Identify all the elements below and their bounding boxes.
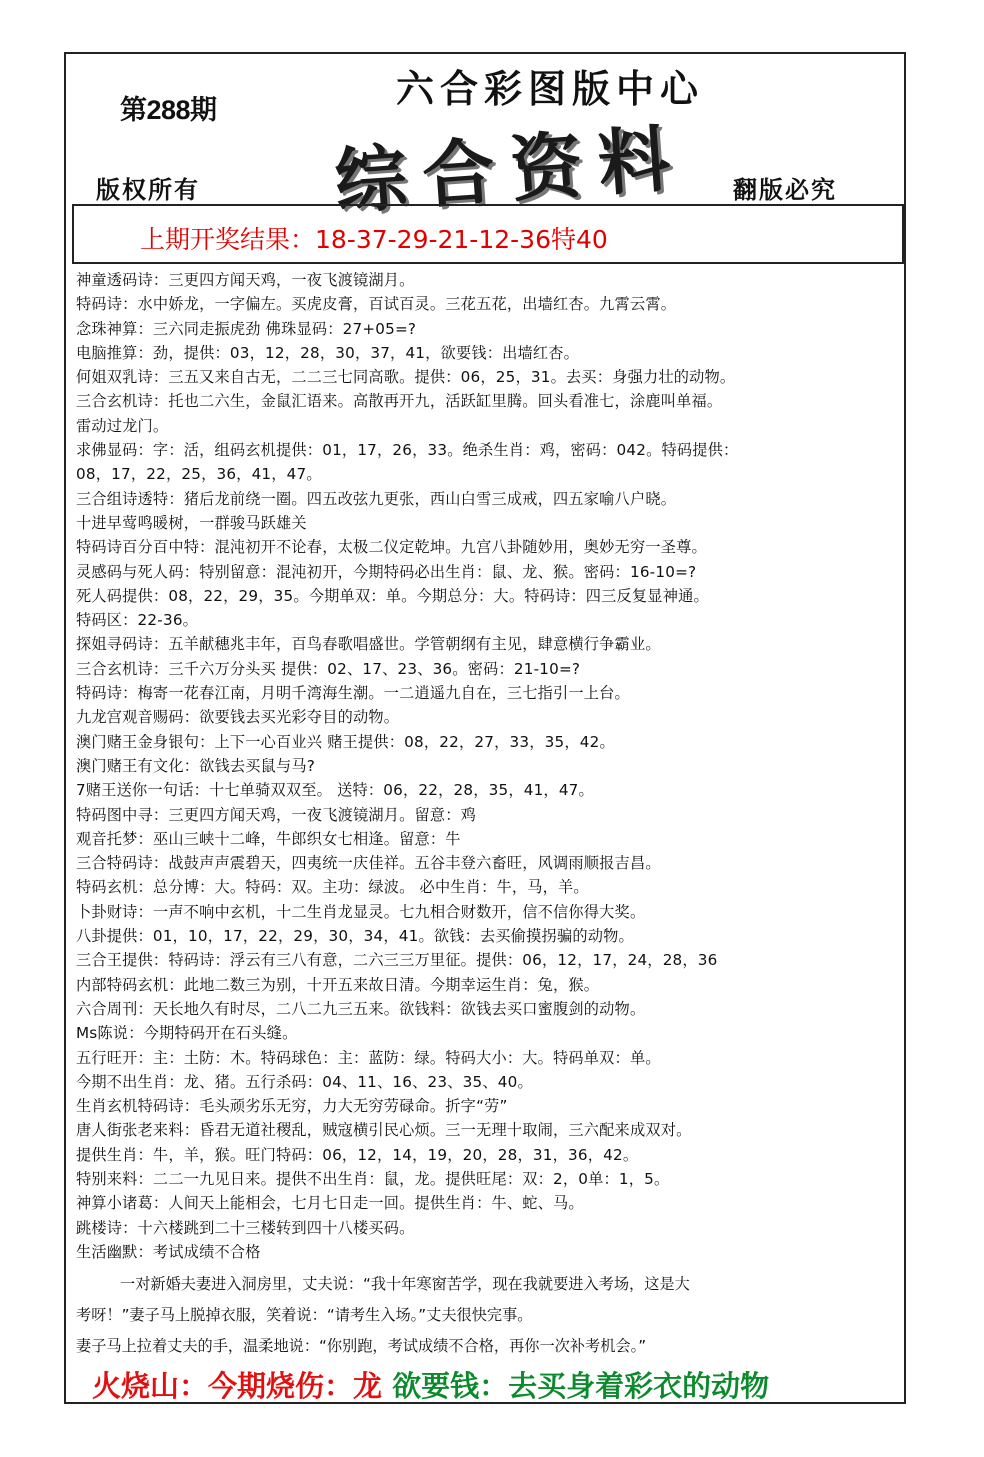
info-line: 7赌王送你一句话：十七单骑双双至。 送特：06，22，28，35，41，47。 [76, 781, 594, 800]
info-line: 观音托梦：巫山三峡十二峰，牛郎织女七相逢。留意：牛 [76, 829, 461, 848]
info-line: 三合玄机诗：三千六万分头买 提供：02、17、23、36。密码：21-10=? [76, 659, 581, 678]
info-line: 六合周刊：天长地久有时尽，二八二九三五来。欲钱料：欲钱去买口蜜腹剑的动物。 [76, 999, 646, 1018]
info-line: 内部特码玄机：此地二数三为别，十开五来故日清。今期幸运生肖：兔，猴。 [76, 975, 600, 994]
info-line: 神童透码诗：三更四方闻天鸡，一夜飞渡镜湖月。 [76, 271, 415, 289]
story-line: 妻子马上拉着丈夫的手，温柔地说：“你别跑，考试成绩不合格，再你一次补考机会。” [76, 1337, 647, 1355]
info-line: 卜卦财诗：一声不响中玄机，十二生肖龙显灵。七九相合财数开，信不信你得大奖。 [76, 902, 646, 921]
piracy-tag: 翻版必究 [733, 175, 837, 204]
info-line: 澳门赌王金身银句：上下一心百业兴 赌王提供：08，22，27，33，35，42。 [76, 732, 615, 751]
info-line: 08，17，22，25，36，41，47。 [76, 465, 322, 484]
info-line: 九龙宫观音赐码：欲要钱去买光彩夺目的动物。 [76, 708, 400, 727]
info-line: 跳楼诗：十六楼跳到二十三楼转到四十八楼买码。 [76, 1218, 415, 1237]
info-line: 三合王提供：特码诗：浮云有三八有意，二六三三万里征。提供：06，12，17，24，28，36 [76, 951, 718, 970]
info-line: 死人码提供：08，22，29，35。今期单双：单。今期总分：大。特码诗：四三反复显神通。 [76, 586, 709, 605]
info-line: 特码诗百分百中特：混沌初开不论春，太极二仪定乾坤。九宫八卦随妙用，奥妙无穷一圣尊。 [76, 538, 707, 557]
info-line: 唐人街张老来料：昏君无道社稷乱，贼寇横引民心烦。三一无理十取闹，三六配来成双对。 [76, 1121, 692, 1140]
info-line: 三合特码诗：战鼓声声震碧天，四夷统一庆佳祥。五谷丰登六畜旺，风调雨顺报吉昌。 [76, 854, 661, 873]
bottom-banner-zodiac: 龙 [353, 1369, 383, 1403]
info-line: 特别来料：二二一九见日来。提供不出生肖：鼠，龙。提供旺尾：双：2，0单：1，5。 [76, 1169, 670, 1188]
info-line: 特码区：22-36。 [76, 611, 199, 630]
info-line: 特码玄机：总分博：大。特码：双。主功：绿波。 必中生肖：牛，马，羊。 [76, 878, 589, 897]
info-line: 神算小诸葛：人间天上能相会，七月七日走一回。提供生肖：牛、蛇、马。 [76, 1194, 584, 1213]
info-line: 提供生肖：牛，羊，猴。旺门特码：06，12，14，19，20，28，31，36，42。 [76, 1145, 639, 1164]
bottom-banner-label: 火烧山：今期烧伤： [92, 1369, 354, 1403]
info-line: 特码诗：梅寄一花春江南，月明千湾海生潮。一二逍遥九自在，三七指引一上台。 [76, 684, 630, 703]
info-line: 特码图中寻：三更四方闻天鸡，一夜飞渡镜湖月。留意：鸡 [76, 805, 477, 824]
info-line: 五行旺开：主：土防：木。特码球色：主：蓝防：绿。特码大小：大。特码单双：单。 [76, 1048, 661, 1067]
info-line: 求佛显码：字：活，组码玄机提供：01，17，26，33。绝杀生肖：鸡，密码：042。特码提供： [76, 441, 739, 460]
last-result-text: 上期开奖结果：18-37-29-21-12-36特40 [140, 225, 608, 254]
story-line: 一对新婚夫妻进入洞房里，丈夫说：“我十年寒窗苦学，现在我就要进入考场，这是大 [120, 1275, 690, 1293]
info-line: 十进早莺鸣暖树，一群骏马跃雄关 [76, 513, 307, 532]
issue-number: 第288期 [120, 95, 217, 125]
info-line: 澳门赌王有文化：欲钱去买鼠与马? [76, 756, 316, 775]
info-line: 灵感码与死人码：特别留意：混沌初开，今期特码必出生肖：鼠、龙、猴。密码：16-10=? [76, 562, 697, 581]
copyright-tag: 版权所有 [96, 175, 200, 204]
bottom-banner-hint: 欲要钱：去买身着彩衣的动物 [392, 1369, 770, 1403]
bottom-banner [92, 1364, 769, 1405]
info-line: 生肖玄机特码诗：毛头顽劣乐无穷，力大无穷劳碌命。折字“劳” [76, 1097, 508, 1116]
result-box [72, 204, 904, 264]
info-line: 何姐双乳诗：三五又来自古无，二二三七同高歌。提供：06，25，31。去买：身强力壮的动物。 [76, 368, 736, 387]
center-title: 六合彩图版中心 [395, 66, 704, 111]
info-line: Ms陈说：今期特码开在石头缝。 [76, 1024, 298, 1043]
story-line: 考呀！”妻子马上脱掉衣服，笑着说：“请考生入场。”丈夫很快完事。 [76, 1306, 533, 1324]
info-line: 三合玄机诗：托也二六生，金鼠汇语来。高散再开九，活跃缸里腾。回头看准七，涂鹿叫单福。 [76, 392, 723, 411]
joke-story [76, 1269, 900, 1362]
info-line: 念珠神算：三六同走振虎劲 佛珠显码：27+05=? [76, 319, 417, 338]
info-line: 八卦提供：01，10，17，22，29，30，34，41。欲钱：去买偷摸拐骗的动物。 [76, 927, 634, 946]
info-line: 电脑推算：劲，提供：03，12，28，30，37，41，欲要钱：出墙红杏。 [76, 343, 580, 362]
info-line: 雷动过龙门。 [76, 416, 169, 435]
info-lines [76, 268, 900, 1264]
info-line: 特码诗：水中娇龙，一字偏左。买虎皮膏，百试百灵。三花五花，出墙红杏。九霄云霄。 [76, 295, 677, 314]
info-line: 生活幽默：考试成绩不合格 [76, 1242, 261, 1261]
info-line: 探姐寻码诗：五羊献穗兆丰年，百鸟春歌唱盛世。学管朝纲有主见，肆意横行争霸业。 [76, 635, 661, 654]
main-title: 综合资料 [331, 114, 689, 225]
info-line: 今期不出生肖：龙、猪。五行杀码：04、11、16、23、35、40。 [76, 1072, 533, 1091]
info-line: 三合组诗透特：猪后龙前绕一圈。四五改弦九更张，西山白雪三成戒，四五家喻八户晓。 [76, 489, 677, 508]
